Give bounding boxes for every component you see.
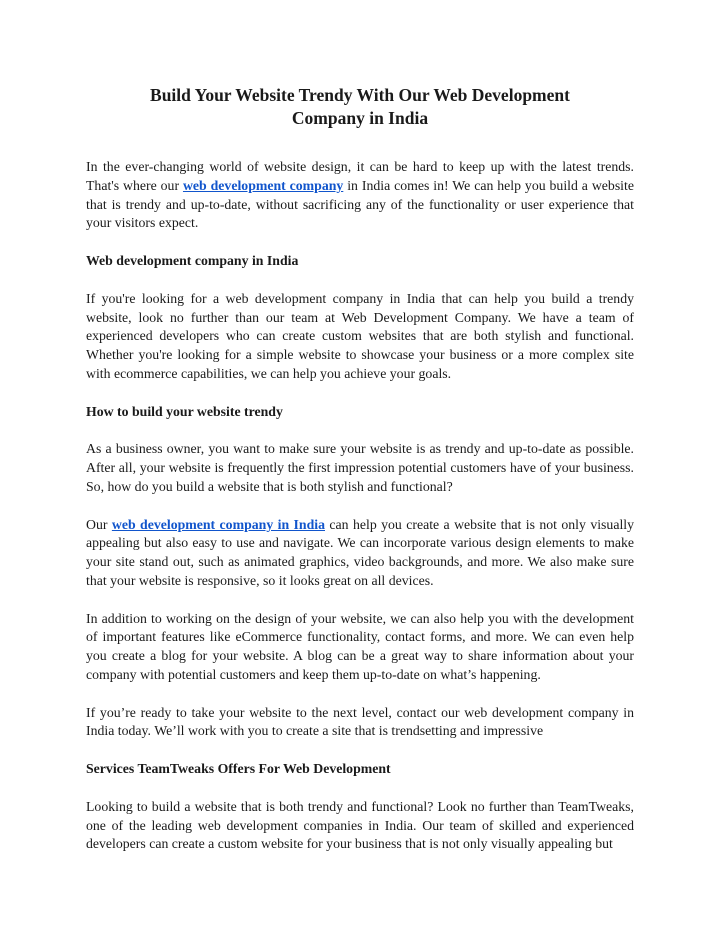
section-heading-web-development: Web development company in India	[86, 253, 299, 269]
intro-paragraph	[86, 158, 634, 233]
section-heading-services: Services TeamTweaks Offers For Web Development	[86, 761, 391, 777]
section1-paragraph: If you're looking for a web development company in India that can help you build a trendy website, look no further than our team at Web Development Company. We have a team of experienced developers who can create custom websites that are both stylish and functional. Whether you're looking for a simple website to showcase your business or a more complex site with ecommerce capabilities, we can help you achieve your goals.	[86, 290, 634, 381]
web-development-company-india-link[interactable]: web development company in India	[111, 516, 325, 532]
section2-paragraph-1: As a business owner, you want to make sure your website is as trendy and up-to-date as possible. After all, your website is frequently the first impression potential customers have of your business. So, how do you build a website that is both stylish and functional?	[86, 441, 634, 494]
page-title: Build Your Website Trendy With Our Web Development Company in India	[150, 85, 570, 128]
section2-paragraph-4: If you’re ready to take your website to the next level, contact our web development company in India today. We’ll work with you to create a site that is trendsetting and impressive	[86, 704, 634, 739]
section-heading-build-trendy: How to build your website trendy	[86, 403, 283, 419]
section2-paragraph-3: In addition to working on the design of your website, we can also help you with the development of important features like eCommerce functionality, contact forms, and more. We can even help you create a blog for your website. A blog can be a great way to share information about your company with potential customers and keep them up-to-date on what’s happening.	[86, 610, 634, 682]
section2-paragraph-2	[86, 516, 634, 591]
web-development-company-link[interactable]: web development company	[182, 177, 344, 193]
para2-text-before: Our	[86, 516, 112, 532]
para2-text-after: can help you create a website that is not only visually appealing but also easy to use and navigate. We can incorporate various design elements to make your site stand out, such as animated graphics, video backgrounds, and more. We also make sure that your website is responsive, so it looks great on all devices.	[86, 516, 635, 588]
section3-paragraph: Looking to build a website that is both trendy and functional? Look no further than TeamTweaks, one of the leading web development companies in India. Our team of skilled and experienced developers can create a custom website for your business that is not only visually appealing but	[86, 798, 634, 852]
intro-text-before: In the ever-changing world of website design, it can be hard to keep up with the latest trends. That's where our	[86, 159, 634, 193]
intro-text-after: in India comes in! We can help you build a website that is trendy and up-to-date, without sacrificing any of the functionality or user experience that your visitors expect.	[86, 177, 634, 231]
